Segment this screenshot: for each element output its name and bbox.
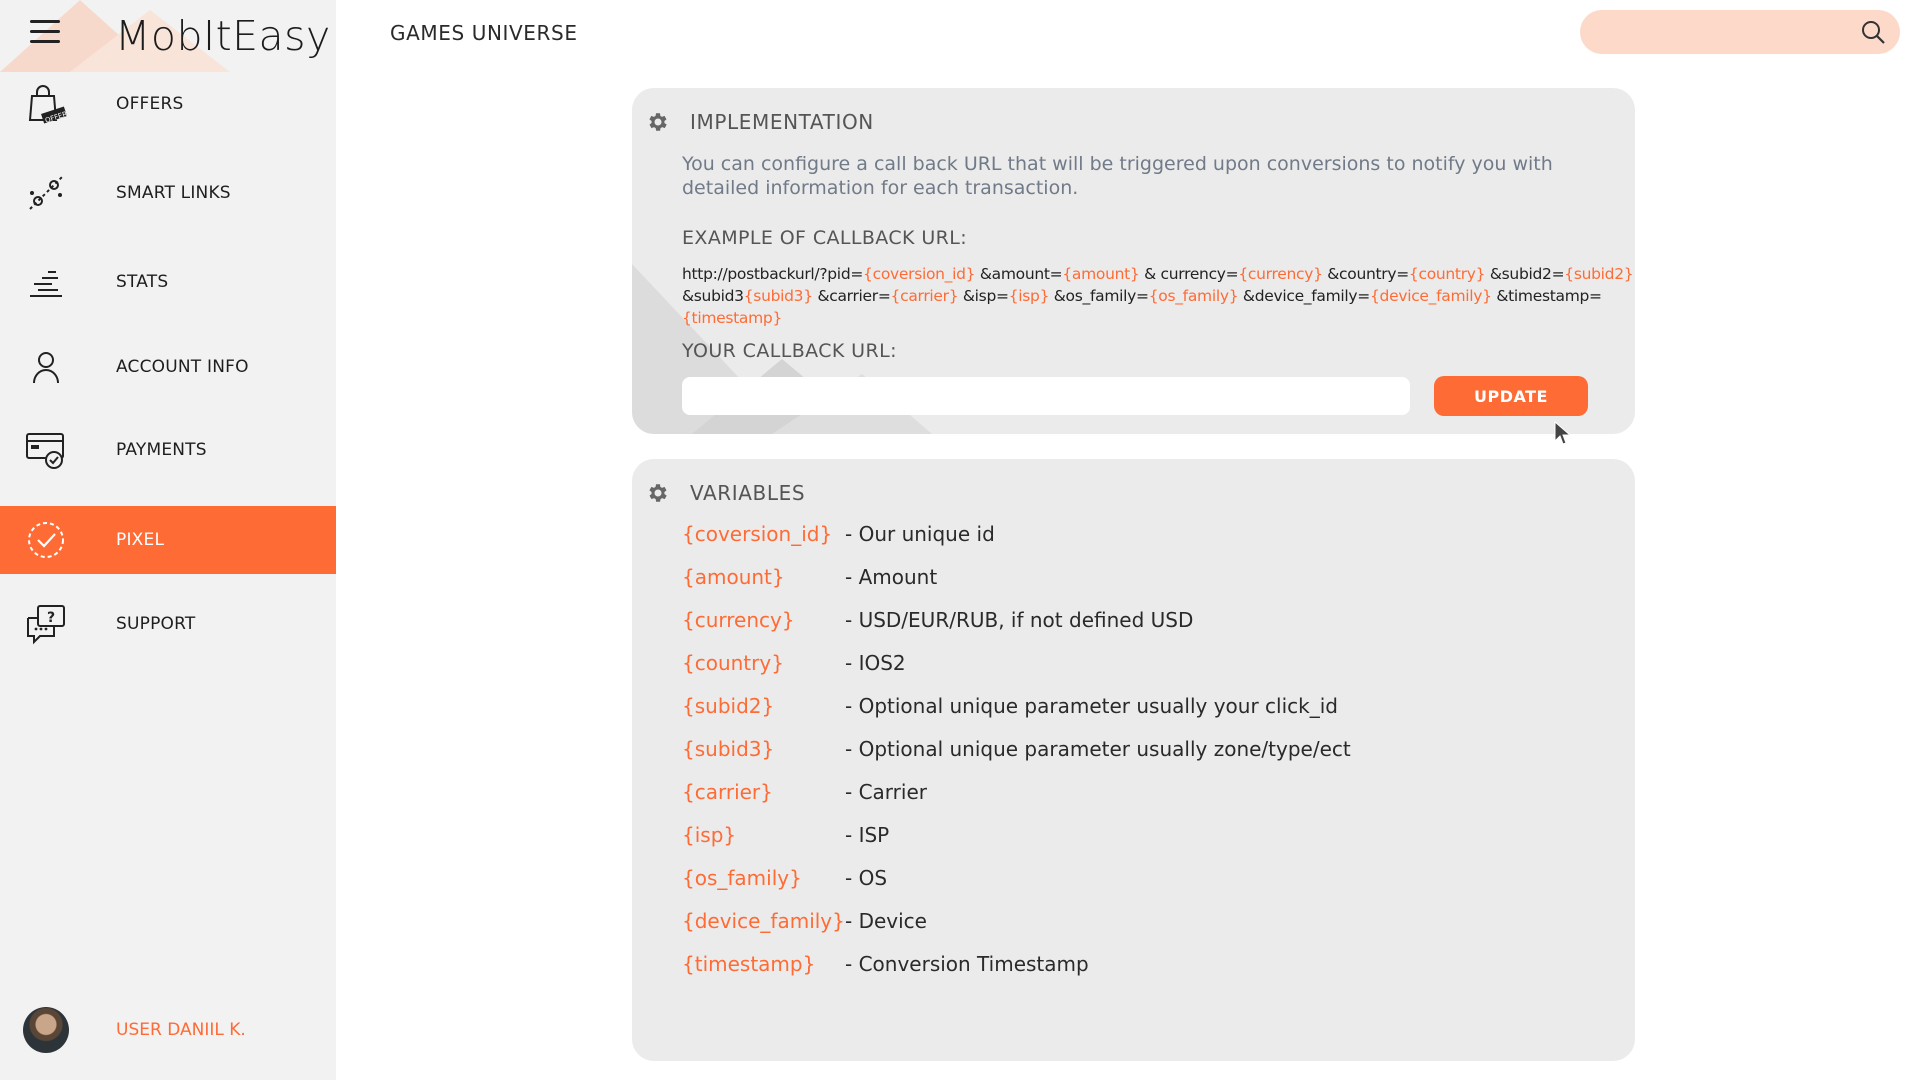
variables-card xyxy=(632,459,1635,1061)
variable-key: {os_family} xyxy=(682,866,802,890)
variable-key: {isp} xyxy=(682,823,737,847)
variable-key: {device_family} xyxy=(682,909,845,933)
sidebar-item-label: SMART LINKS xyxy=(116,183,231,203)
variable-description: - Device xyxy=(845,909,927,933)
pixel-check-icon xyxy=(24,518,68,562)
url-variable: {coversion_id} xyxy=(863,265,976,283)
variable-key: {subid2} xyxy=(682,694,775,718)
implementation-header xyxy=(646,108,874,136)
variable-description: - IOS2 xyxy=(845,651,906,675)
sidebar xyxy=(0,0,336,1080)
url-text: http://postbackurl/?pid= xyxy=(682,265,864,283)
sidebar-item-label: ACCOUNT INFO xyxy=(116,357,249,377)
variable-description: - Carrier xyxy=(845,780,927,804)
implementation-card xyxy=(632,88,1635,434)
mouse-cursor-icon xyxy=(1553,421,1573,447)
variable-description: - Optional unique parameter usually your click_id xyxy=(845,694,1338,718)
variable-description: - Conversion Timestamp xyxy=(845,952,1089,976)
url-text: &os_family= xyxy=(1049,287,1149,305)
search-icon[interactable] xyxy=(1860,19,1886,45)
stats-icon xyxy=(24,260,68,304)
url-text: &device_family= xyxy=(1238,287,1370,305)
url-text: &subid2= xyxy=(1485,265,1565,283)
variable-description: - USD/EUR/RUB, if not defined USD xyxy=(845,608,1194,632)
variable-description: - Amount xyxy=(845,565,938,589)
sidebar-item-offers[interactable] xyxy=(0,70,336,138)
url-variable: {subid2} xyxy=(1564,265,1634,283)
url-text: &isp= xyxy=(958,287,1009,305)
search-bar[interactable] xyxy=(1580,10,1900,54)
sidebar-item-smart-links[interactable] xyxy=(0,159,336,227)
sidebar-item-label: STATS xyxy=(116,272,169,292)
url-text: &subid3 xyxy=(682,287,744,305)
variable-description: - Optional unique parameter usually zone/type/ect xyxy=(845,737,1351,761)
url-variable: {amount} xyxy=(1062,265,1140,283)
variable-key: {country} xyxy=(682,651,784,675)
support-chat-icon xyxy=(24,602,68,646)
example-callback-url xyxy=(682,263,1635,329)
url-variable: {timestamp} xyxy=(682,309,783,327)
variables-title: VARIABLES xyxy=(690,481,806,505)
url-variable: {os_family} xyxy=(1148,287,1239,305)
avatar xyxy=(23,1007,69,1053)
gear-icon xyxy=(646,110,670,134)
offer-bag-icon xyxy=(24,82,68,126)
update-button[interactable]: UPDATE xyxy=(1434,376,1588,416)
url-text: &country= xyxy=(1322,265,1409,283)
variable-key: {coversion_id} xyxy=(682,522,833,546)
user-profile[interactable] xyxy=(0,1002,336,1058)
url-text: & currency= xyxy=(1139,265,1239,283)
url-text: &amount= xyxy=(975,265,1063,283)
sidebar-item-label: PAYMENTS xyxy=(116,440,207,460)
url-text: &carrier= xyxy=(812,287,891,305)
variable-key: {amount} xyxy=(682,565,785,589)
sidebar-item-payments[interactable] xyxy=(0,416,336,484)
variable-key: {carrier} xyxy=(682,780,773,804)
url-variable: {currency} xyxy=(1238,265,1323,283)
implementation-description: You can configure a call back URL that will be triggered upon conversions to notify you with detailed information for each transaction. xyxy=(682,153,1553,199)
sidebar-item-pixel[interactable] xyxy=(0,506,336,574)
svg-text:OFFER: OFFER xyxy=(44,110,68,125)
variable-key: {subid3} xyxy=(682,737,775,761)
url-variable: {carrier} xyxy=(890,287,959,305)
variables-header xyxy=(646,479,805,507)
variable-description: - OS xyxy=(845,866,888,890)
variable-description: - Our unique id xyxy=(845,522,995,546)
sidebar-item-label: PIXEL xyxy=(116,530,165,550)
url-variable: {isp} xyxy=(1008,287,1050,305)
sidebar-item-label: OFFERS xyxy=(116,94,184,114)
user-name: USER DANIIL K. xyxy=(116,1020,246,1040)
payments-icon xyxy=(24,428,68,472)
gear-icon xyxy=(646,481,670,505)
svg-text:?: ? xyxy=(47,610,56,626)
variable-key: {timestamp} xyxy=(682,952,816,976)
search-input[interactable] xyxy=(1600,10,1854,56)
url-variable: {device_family} xyxy=(1369,287,1492,305)
page-title: GAMES UNIVERSE xyxy=(390,21,578,45)
callback-url-title: YOUR CALLBACK URL: xyxy=(682,340,897,362)
variable-key: {currency} xyxy=(682,608,795,632)
sidebar-item-account-info[interactable] xyxy=(0,333,336,401)
sidebar-item-support[interactable] xyxy=(0,590,336,658)
url-text: &timestamp= xyxy=(1491,287,1602,305)
smart-links-icon xyxy=(24,171,68,215)
url-variable: {country} xyxy=(1408,265,1486,283)
implementation-title: IMPLEMENTATION xyxy=(690,110,874,134)
menu-hamburger-icon[interactable] xyxy=(30,20,60,46)
variable-description: - ISP xyxy=(845,823,890,847)
example-url-title: EXAMPLE OF CALLBACK URL: xyxy=(682,227,968,249)
sidebar-item-stats[interactable] xyxy=(0,248,336,316)
url-variable: {subid3} xyxy=(743,287,813,305)
callback-url-input[interactable] xyxy=(682,377,1410,415)
brand-logo: MobItEasy xyxy=(115,12,331,60)
sidebar-item-label: SUPPORT xyxy=(116,614,196,634)
user-icon xyxy=(24,345,68,389)
